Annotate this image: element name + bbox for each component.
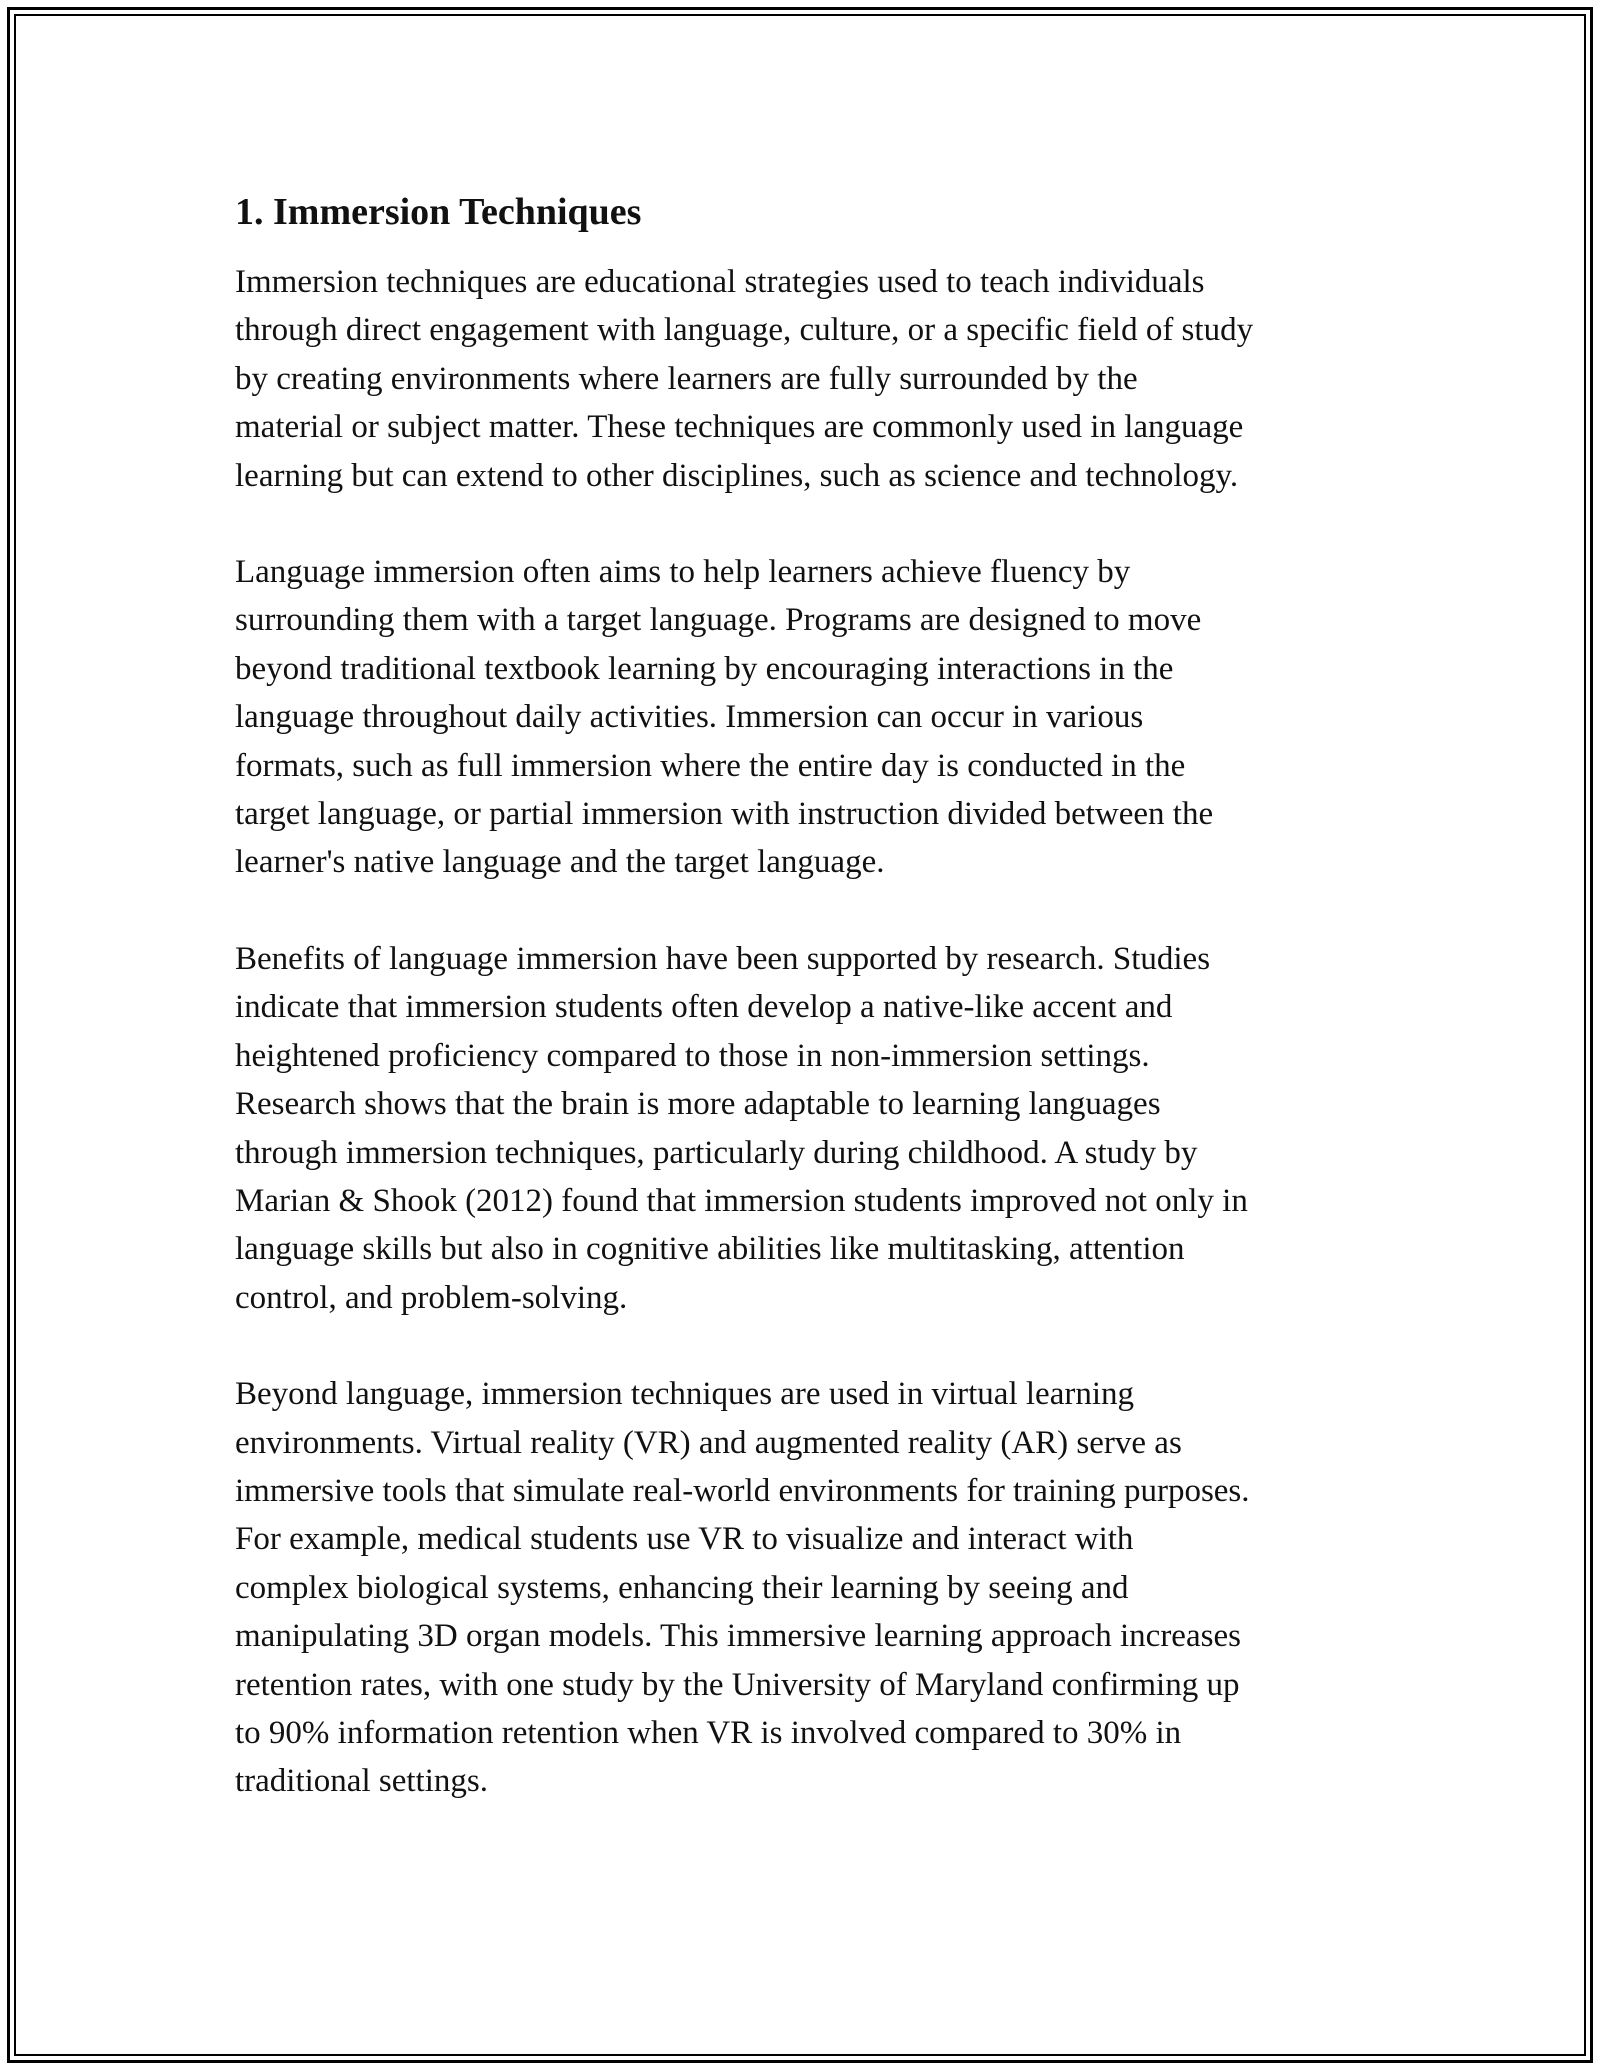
paragraph-4-line-6: manipulating 3D organ models. This immersive learning approach increases [235,1618,1241,1655]
paragraph-1-line-3: by creating environments where learners are fully surrounded by the [235,360,1138,397]
paragraph-4-line-1: Beyond language, immersion techniques are used in virtual learning [235,1376,1134,1413]
paragraph-2-line-5: formats, such as full immersion where the entire day is conducted in the [235,747,1186,784]
body-paragraph-3 [235,935,1385,1322]
paragraph-4-line-5: complex biological systems, enhancing their learning by seeing and [235,1569,1129,1606]
paragraph-list [235,258,1385,1806]
paragraph-3-line-7: language skills but also in cognitive abilities like multitasking, attention [235,1231,1185,1268]
paragraph-2-line-4: language throughout daily activities. Immersion can occur in various [235,699,1144,736]
section-heading: 1. Immersion Techniques [235,191,642,233]
paragraph-1-line-5: learning but can extend to other disciplines, such as science and technology. [235,457,1239,494]
paragraph-2-line-1: Language immersion often aims to help learners achieve fluency by [235,554,1131,591]
paragraph-2-line-7: learner's native language and the target language. [235,844,885,881]
paragraph-4-line-8: to 90% information retention when VR is involved compared to 30% in [235,1714,1182,1751]
paragraph-4-line-9: traditional settings. [235,1763,488,1800]
paragraph-3-line-3: heightened proficiency compared to those in non-immersion settings. [235,1037,1150,1074]
paragraph-1-line-4: material or subject matter. These techniques are commonly used in language [235,409,1244,446]
body-paragraph-2 [235,548,1385,887]
paragraph-3-line-1: Benefits of language immersion have been supported by research. Studies [235,940,1211,977]
paragraph-3-line-6: Marian & Shook (2012) found that immersion students improved not only in [235,1182,1248,1219]
paragraph-4-line-7: retention rates, with one study by the University of Maryland confirming up [235,1666,1240,1703]
paragraph-1-line-2: through direct engagement with language, culture, or a specific field of study [235,312,1254,349]
paragraph-1-line-1: Immersion techniques are educational strategies used to teach individuals [235,264,1205,300]
paragraph-3-line-5: through immersion techniques, particularly during childhood. A study by [235,1134,1198,1171]
paragraph-4-line-3: immersive tools that simulate real-world environments for training purposes. [235,1472,1250,1509]
paragraph-3-line-8: control, and problem-solving. [235,1279,628,1316]
document-body [235,186,1385,1854]
paragraph-3-line-4: Research shows that the brain is more adaptable to learning languages [235,1086,1161,1123]
body-paragraph-4 [235,1370,1385,1806]
paragraph-2-line-3: beyond traditional textbook learning by encouraging interactions in the [235,650,1174,687]
paragraph-4-line-4: For example, medical students use VR to visualize and interact with [235,1521,1134,1558]
paragraph-2-line-6: target language, or partial immersion with instruction divided between the [235,796,1214,833]
paragraph-2-line-2: surrounding them with a target language. Programs are designed to move [235,602,1202,639]
paragraph-4-line-2: environments. Virtual reality (VR) and augmented reality (AR) serve as [235,1424,1182,1461]
paragraph-3-line-2: indicate that immersion students often develop a native-like accent and [235,989,1173,1026]
body-paragraph-1 [235,258,1385,500]
